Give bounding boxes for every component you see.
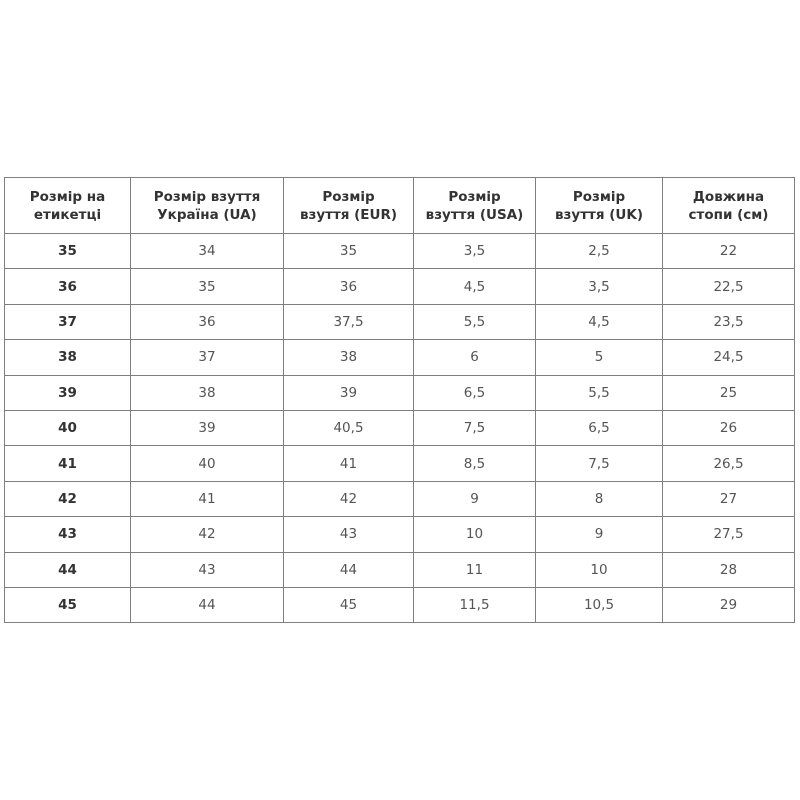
table-row (5, 587, 795, 622)
header-line: Україна (UA) (157, 206, 257, 223)
header-line: Розмір на (29, 188, 106, 205)
header-line: Довжина (692, 188, 765, 205)
table-cell: 22 (663, 234, 795, 269)
header-line: стопи (см) (688, 206, 769, 223)
table-cell: 40,5 (284, 410, 414, 445)
header-line: Розмір (572, 188, 626, 205)
table-cell: 24,5 (663, 340, 795, 375)
table-cell: 35 (131, 269, 284, 304)
table-row (5, 552, 795, 587)
table-cell: 38 (131, 375, 284, 410)
table-cell: 35 (284, 234, 414, 269)
table-cell: 34 (131, 234, 284, 269)
table-cell: 4,5 (414, 269, 536, 304)
table-cell: 36 (284, 269, 414, 304)
table-cell: 8 (536, 481, 663, 516)
column-header-ua-size (131, 178, 284, 234)
table-cell: 2,5 (536, 234, 663, 269)
table-cell: 42 (284, 481, 414, 516)
table-cell: 44 (131, 587, 284, 622)
table-cell: 39 (284, 375, 414, 410)
table-cell: 27 (663, 481, 795, 516)
table-cell: 10,5 (536, 587, 663, 622)
table-cell: 37 (5, 304, 131, 339)
table-cell: 8,5 (414, 446, 536, 481)
column-header-foot-length (663, 178, 795, 234)
table-cell: 11 (414, 552, 536, 587)
column-header-eur-size (284, 178, 414, 234)
table-cell: 5 (536, 340, 663, 375)
table-row (5, 481, 795, 516)
table-row (5, 410, 795, 445)
table-cell: 28 (663, 552, 795, 587)
table-cell: 3,5 (414, 234, 536, 269)
table-cell: 42 (5, 481, 131, 516)
table-cell: 29 (663, 587, 795, 622)
column-header-usa-size (414, 178, 536, 234)
table-cell: 43 (5, 517, 131, 552)
table-cell: 42 (131, 517, 284, 552)
header-line: взуття (EUR) (299, 206, 398, 223)
table-cell: 43 (131, 552, 284, 587)
table-cell: 44 (5, 552, 131, 587)
table-cell: 27,5 (663, 517, 795, 552)
table-body (5, 234, 795, 623)
table-cell: 10 (414, 517, 536, 552)
header-row (5, 178, 795, 234)
table-cell: 37 (131, 340, 284, 375)
table-cell: 25 (663, 375, 795, 410)
table-cell: 11,5 (414, 587, 536, 622)
header-line: взуття (USA) (425, 206, 524, 223)
table-cell: 37,5 (284, 304, 414, 339)
table-cell: 38 (5, 340, 131, 375)
table-header (5, 178, 795, 234)
header-line: Розмір (322, 188, 375, 205)
table-cell: 5,5 (414, 304, 536, 339)
table-cell: 10 (536, 552, 663, 587)
table-cell: 4,5 (536, 304, 663, 339)
table-row (5, 517, 795, 552)
table-cell: 39 (5, 375, 131, 410)
table-cell: 3,5 (536, 269, 663, 304)
table-cell: 36 (5, 269, 131, 304)
table-cell: 41 (284, 446, 414, 481)
header-line: етикетці (33, 206, 102, 223)
table-cell: 41 (5, 446, 131, 481)
table-cell: 44 (284, 552, 414, 587)
table-row (5, 340, 795, 375)
table-cell: 39 (131, 410, 284, 445)
table-cell: 7,5 (414, 410, 536, 445)
table-cell: 7,5 (536, 446, 663, 481)
table-cell: 40 (5, 410, 131, 445)
table-cell: 9 (536, 517, 663, 552)
table-cell: 6,5 (536, 410, 663, 445)
table-row (5, 446, 795, 481)
table-cell: 23,5 (663, 304, 795, 339)
shoe-size-conversion-table (4, 177, 795, 623)
header-line: Розмір (448, 188, 501, 205)
table-cell: 5,5 (536, 375, 663, 410)
header-line: взуття (UK) (555, 206, 643, 223)
header-line: Розмір взуття (153, 188, 261, 205)
column-header-uk-size (536, 178, 663, 234)
table-row (5, 234, 795, 269)
table-cell: 26,5 (663, 446, 795, 481)
table-cell: 22,5 (663, 269, 795, 304)
table-cell: 38 (284, 340, 414, 375)
table-cell: 45 (284, 587, 414, 622)
table-cell: 43 (284, 517, 414, 552)
table-row (5, 304, 795, 339)
table-cell: 9 (414, 481, 536, 516)
table-cell: 45 (5, 587, 131, 622)
table-cell: 40 (131, 446, 284, 481)
table-cell: 6 (414, 340, 536, 375)
table-row (5, 269, 795, 304)
table-cell: 36 (131, 304, 284, 339)
table-cell: 26 (663, 410, 795, 445)
column-header-label-size (5, 178, 131, 234)
table-cell: 41 (131, 481, 284, 516)
table-cell: 6,5 (414, 375, 536, 410)
table-cell: 35 (5, 234, 131, 269)
table-row (5, 375, 795, 410)
